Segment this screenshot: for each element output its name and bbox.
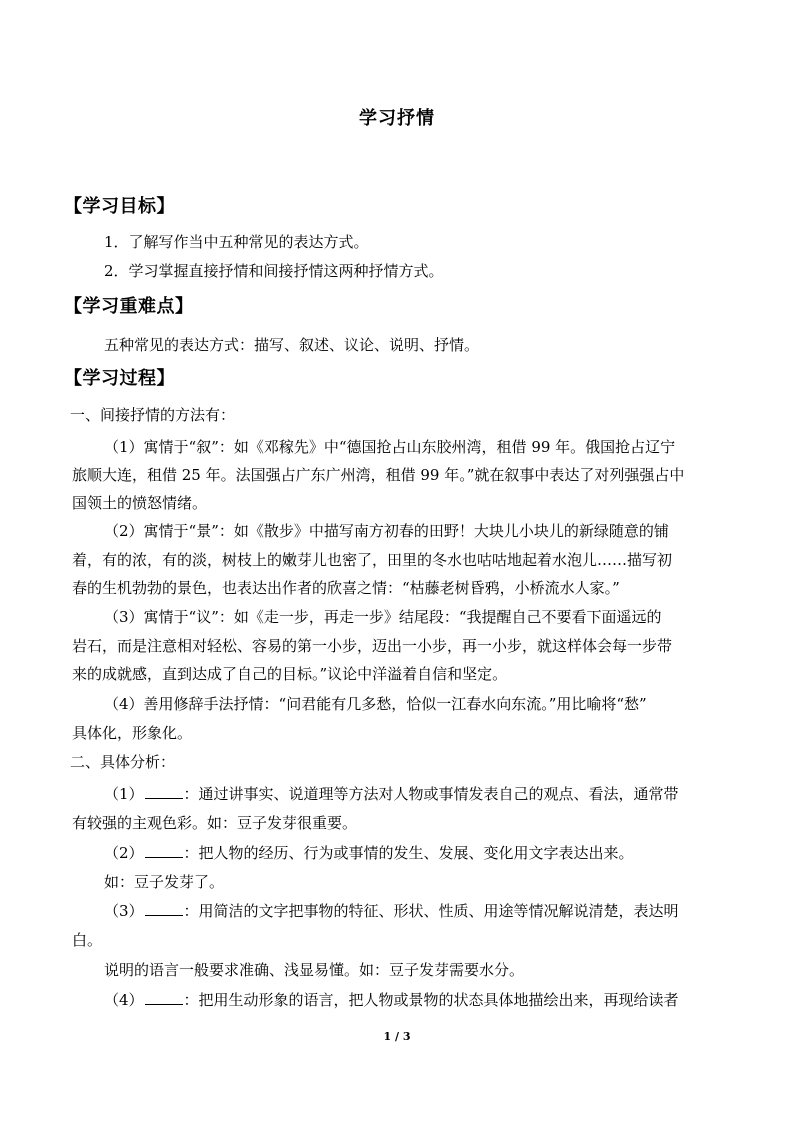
fill-blank-item [104,990,679,1010]
paragraph-line: （2）寓情于“景”：如《散步》中描写南方初春的田野！大块儿小块儿的新绿随意的铺 [104,522,669,540]
paragraph-line: （4）善用修辞手法抒情：“问君能有几多愁，恰似一江春水向东流。”用比喻将“愁” [104,695,647,713]
item-number: （4） [104,991,144,1009]
item-text: ：把用生动形象的语言，把人物或景物的状态具体地描绘出来，再现给读者 [183,991,679,1009]
paragraph-line: 旅顺大连，租借 25 年。法国强占广东广州湾，租借 99 年。”就在叙事中表达了对列强强占中 [72,466,685,484]
goal-item-1: 1．了解写作当中五种常见的表达方式。 [104,233,369,251]
goal-item-2: 2．学习掌握直接抒情和间接抒情这两种抒情方式。 [104,262,444,280]
answer-blank[interactable] [145,843,183,858]
paragraph-line: 有较强的主观色彩。如：豆子发芽很重要。 [72,814,358,832]
fill-blank-item [104,901,679,921]
fill-blank-item [104,784,679,804]
page-title: 学习抒情 [359,108,435,129]
item-text: ：通过讲事实、说道理等方法对人物或事情发表自己的观点、看法，通常带 [183,785,679,803]
item-text: ：用简洁的文字把事物的特征、形状、性质、用途等情况解说清楚，表达明 [183,902,679,920]
process-heading: 【学习过程】 [64,368,175,389]
item-number: （2） [104,844,144,862]
keypoints-heading: 【学习重难点】 [64,296,194,317]
paragraph-line: （1）寓情于“叙”：如《邓稼先》中“德国抢占山东胶州湾，租借 99 年。俄国抢占辽宁 [104,438,676,456]
paragraph-line: 着，有的浓，有的淡，树枝上的嫩芽儿也密了，田里的冬水也咕咕地起着水泡儿……描写初 [72,551,673,569]
paragraph-line: 岩石，而是注意相对轻松、容易的第一小步，迈出一小步，再一小步，就这样体会每一步带 [72,637,673,655]
paragraph-line: 具体化，形象化。 [72,724,193,742]
fill-blank-item [104,843,634,863]
paragraph-line: 说明的语言一般要求准确、浅显易懂。如：豆子发芽需要水分。 [104,961,525,979]
answer-blank[interactable] [145,990,183,1005]
goals-heading: 【学习目标】 [64,196,175,217]
answer-blank[interactable] [145,901,183,916]
page-number: 1 / 3 [383,1030,411,1043]
paragraph-line: 国领土的愤怒情绪。 [72,494,208,512]
paragraph-line: 如：豆子发芽了。 [104,873,225,891]
item-text: ：把人物的经历、行为或事情的发生、发展、变化用文字表达出来。 [183,844,634,862]
paragraph-line: 春的生机勃勃的景色，也表达出作者的欣喜之情：“枯藤老树昏鸦，小桥流水人家。” [72,579,620,597]
part1-heading: 一、间接抒情的方法有： [70,406,236,424]
paragraph-line: 白。 [72,931,103,949]
item-number: （3） [104,902,144,920]
paragraph-line: 来的成就感，直到达成了自己的目标。”议论中洋溢着自信和坚定。 [72,665,508,683]
keypoints-text: 五种常见的表达方式：描写、叙述、议论、说明、抒情。 [104,336,480,354]
part2-heading: 二、具体分析： [70,753,176,771]
answer-blank[interactable] [145,784,183,799]
paragraph-line: （3）寓情于“议”：如《走一步，再走一步》结尾段：“我提醒自己不要看下面遥远的 [104,608,662,626]
item-number: （1） [104,785,144,803]
